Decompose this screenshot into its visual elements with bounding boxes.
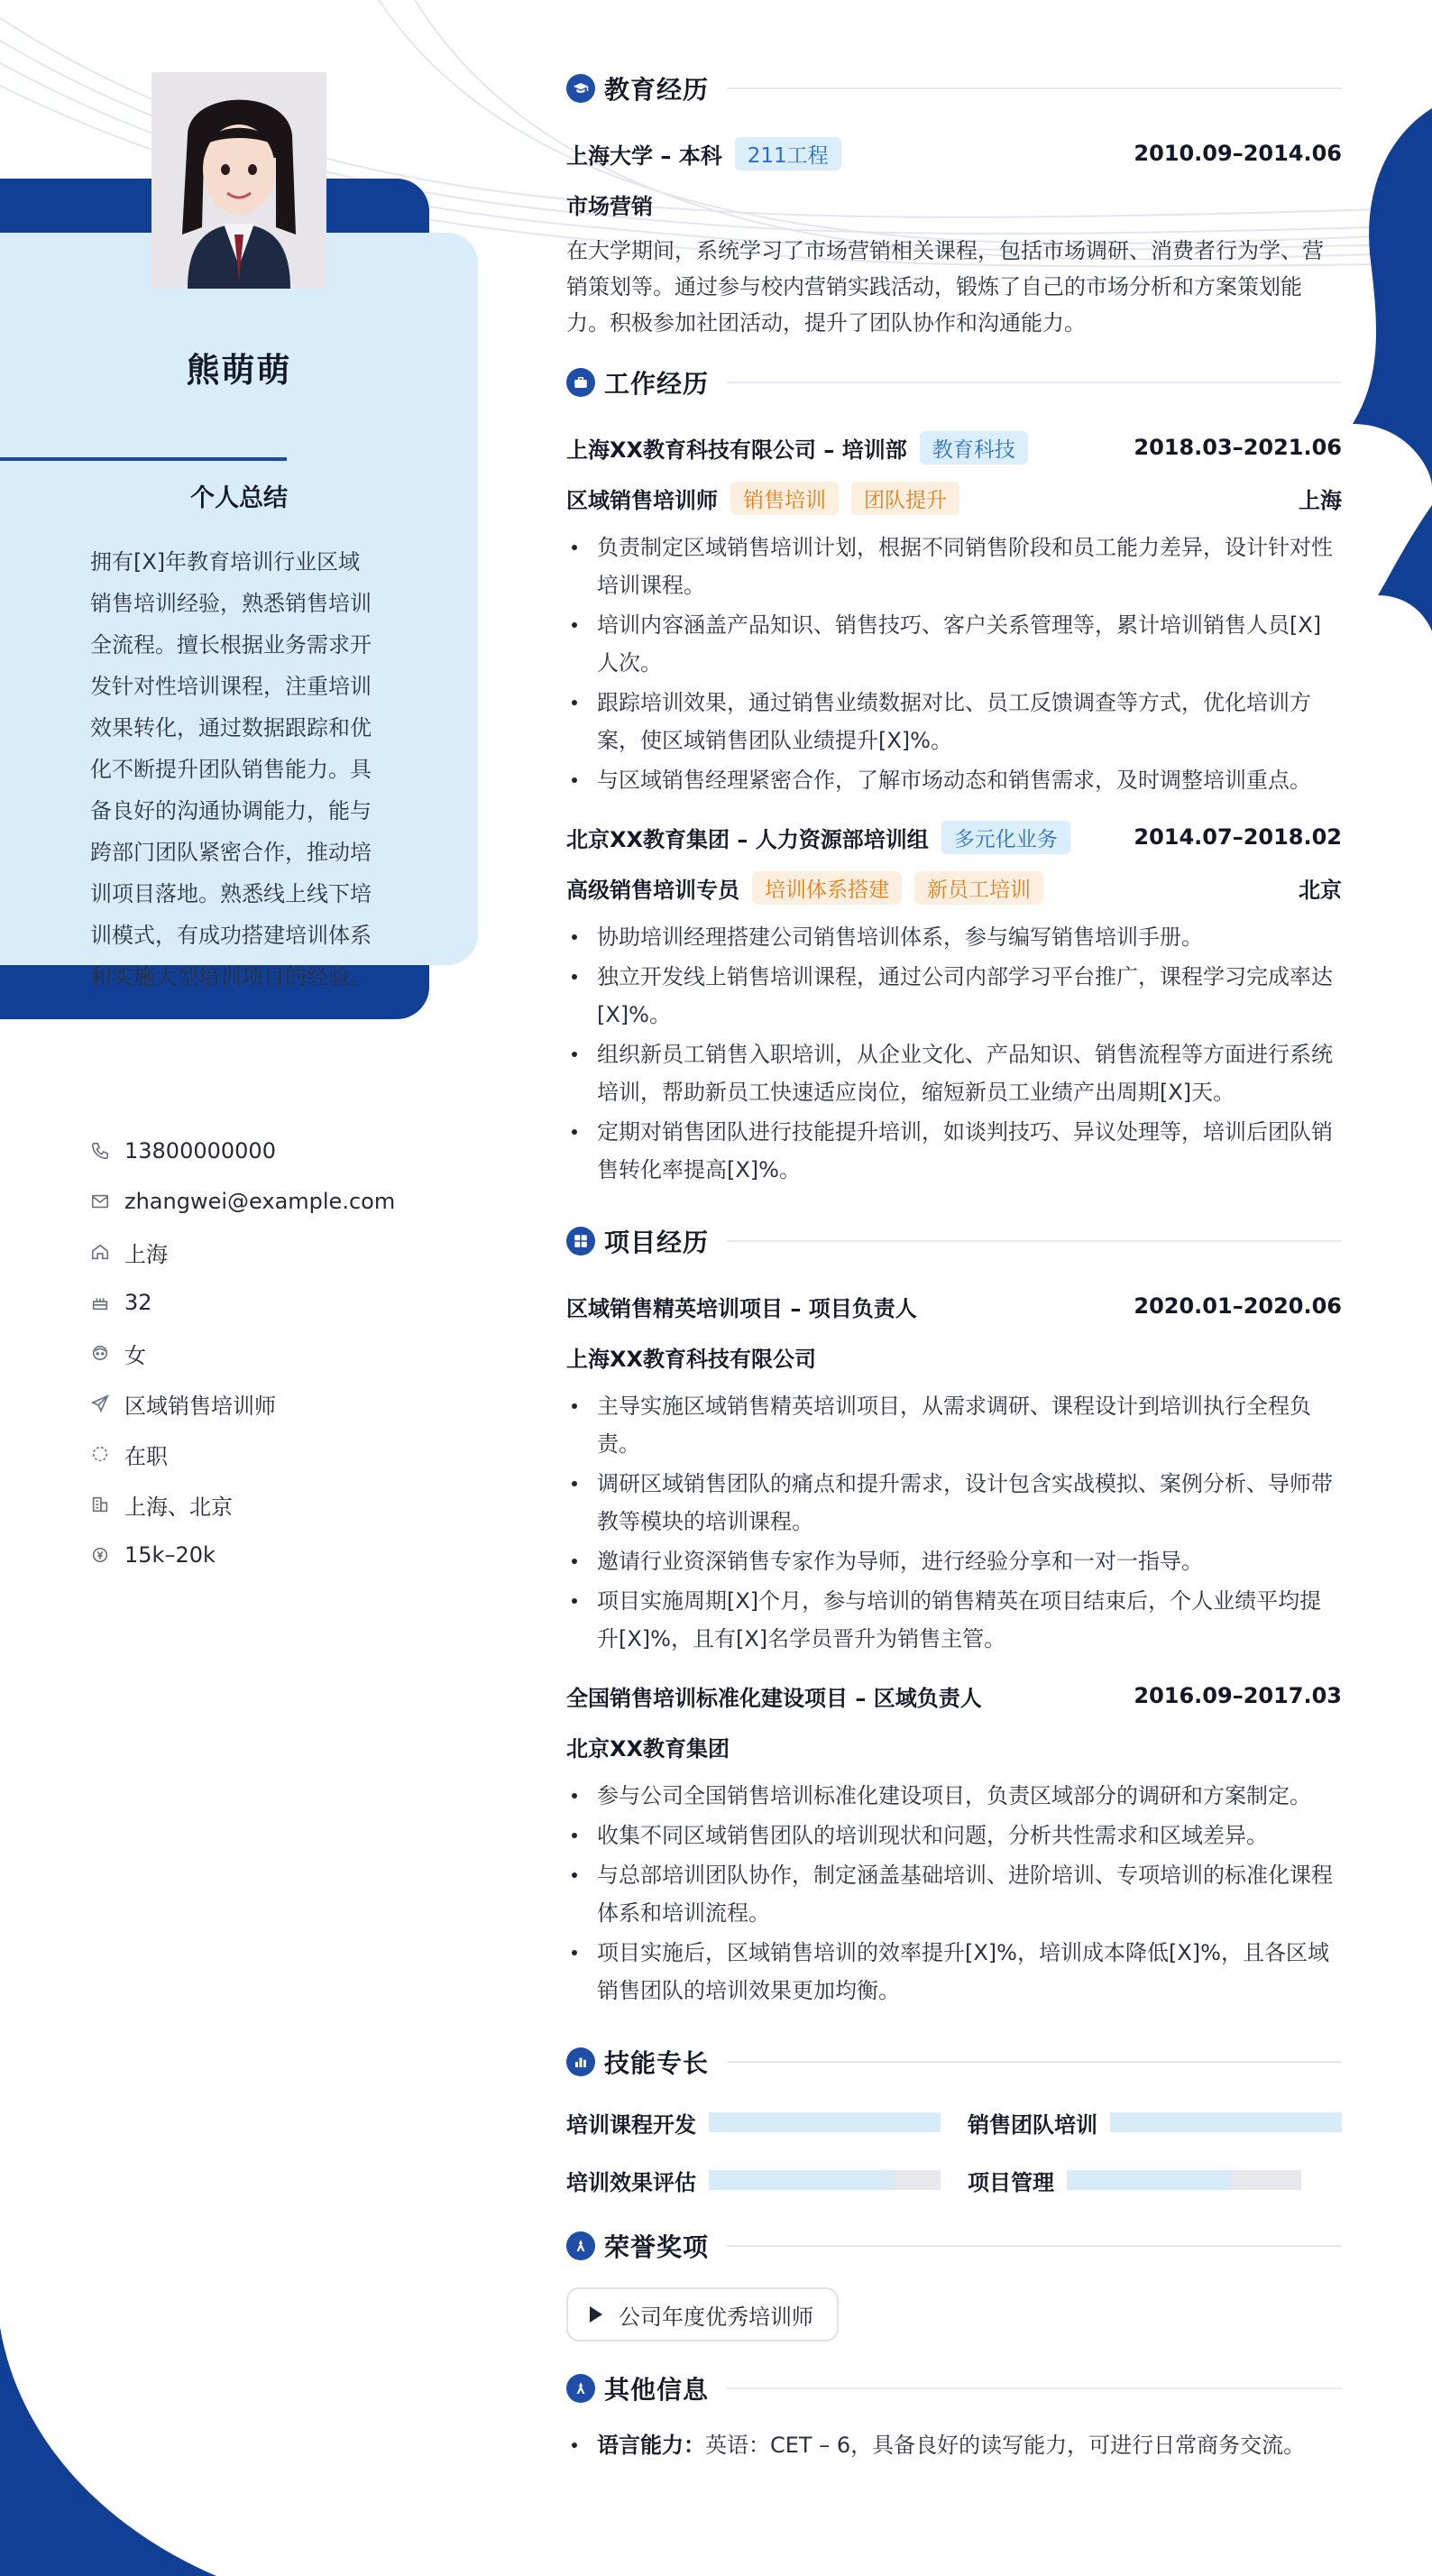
- work-company: 上海XX教育科技有限公司 – 培训部: [566, 437, 907, 463]
- contact-salary: [90, 1530, 469, 1580]
- skill-bar: [1067, 2170, 1301, 2190]
- contact-status: [90, 1429, 469, 1479]
- skills-title: 技能专长: [604, 2048, 710, 2078]
- skill-name: 销售团队培训: [968, 2111, 1097, 2138]
- project-date: 2016.09–2017.03: [1134, 1683, 1342, 1708]
- skills-section: [566, 2040, 1342, 2201]
- contact-location-value: 上海、北京: [124, 1494, 233, 1520]
- section-divider: [727, 87, 1342, 89]
- list-item: 组织新员工销售入职培训，从企业文化、产品知识、销售流程等方面进行系统培训，帮助新员工快速适应岗位，缩短新员工业绩产出周期[X]天。: [566, 1035, 1342, 1111]
- contact-phone: [90, 1126, 469, 1176]
- education-description: 在大学期间，系统学习了市场营销相关课程，包括市场调研、消费者行为学、营销策划等。通过参与校内营销实践活动，锻炼了自己的市场分析和方案策划能力。积极参加社团活动，提升了团队协作和沟通能力。: [566, 238, 1324, 336]
- other-label: 语言能力：: [597, 2433, 705, 2458]
- main-content: [566, 67, 1342, 2466]
- education-tag: 211工程: [735, 137, 841, 170]
- other-header: [566, 2367, 1342, 2410]
- work-header: [566, 361, 1342, 404]
- home-icon: [90, 1242, 110, 1262]
- briefcase-icon: [566, 368, 595, 397]
- project-org: 上海XX教育科技有限公司: [566, 1346, 817, 1372]
- work-role: 高级销售培训专员: [566, 877, 739, 903]
- list-item: 收集不同区域销售团队的培训现状和问题，分析共性需求和区域差异。: [566, 1817, 1342, 1854]
- work-industry-tag: 教育科技: [920, 431, 1028, 465]
- contact-gender: [90, 1328, 469, 1378]
- list-item: [566, 2426, 1342, 2464]
- contact-position-value: 区域销售培训师: [124, 1393, 276, 1419]
- project-org-row: [566, 1331, 1342, 1382]
- name-divider: [0, 457, 287, 461]
- education-major-row: [566, 179, 1342, 229]
- graduation-cap-icon: [566, 74, 595, 103]
- list-item: 主导实施区域销售精英培训项目，从需求调研、课程设计到培训执行全程负责。: [566, 1387, 1342, 1463]
- education-title: 教育经历: [604, 75, 710, 105]
- contact-location: [90, 1479, 469, 1530]
- project-bullets: [566, 1777, 1342, 2010]
- work-city: 北京: [1299, 877, 1342, 903]
- list-item: 定期对销售团队进行技能提升培训，如谈判技巧、异议处理等，培训后团队销售转化率提高[X]%。: [566, 1113, 1342, 1189]
- project-org: 北京XX教育集团: [566, 1735, 730, 1762]
- award-icon: [566, 2231, 595, 2260]
- profile-photo: [151, 72, 326, 289]
- work-industry-tag: 多元化业务: [941, 821, 1070, 854]
- work-date: 2014.07–2018.02: [1134, 824, 1342, 850]
- skill-bar: [1110, 2112, 1342, 2132]
- list-item: 参与公司全国销售培训标准化建设项目，负责区域部分的调研和方案制定。: [566, 1777, 1342, 1815]
- list-item: 与区域销售经理紧密合作，了解市场动态和销售需求，及时调整培训重点。: [566, 761, 1342, 799]
- education-major: 市场营销: [566, 193, 653, 219]
- skill-name: 培训课程开发: [566, 2111, 696, 2138]
- project-date: 2020.01–2020.06: [1134, 1293, 1342, 1319]
- other-text: 英语：CET – 6，具备良好的读写能力，可进行日常商务交流。: [705, 2433, 1306, 2458]
- work-role-row: [566, 862, 1342, 913]
- project-item-head: [566, 1670, 1342, 1721]
- contact-city-value: 上海: [124, 1241, 168, 1267]
- section-divider: [727, 1240, 1342, 1242]
- building-icon: [90, 1495, 110, 1514]
- skills-grid: [566, 2102, 1342, 2201]
- project-name: 全国销售培训标准化建设项目 – 区域负责人: [566, 1685, 982, 1711]
- project-bullets: [566, 1387, 1342, 1658]
- project-name: 区域销售精英培训项目 – 项目负责人: [566, 1295, 917, 1321]
- skill-bar-fill: [709, 2112, 941, 2132]
- play-icon: [590, 2306, 602, 2323]
- profile-name: 熊萌萌: [186, 351, 292, 390]
- contact-age: [90, 1277, 469, 1328]
- contact-salary-value: 15k–20k: [124, 1542, 216, 1568]
- list-item: 跟踪培训效果，通过销售业绩数据对比、员工反馈调查等方式，优化培训方案，使区域销售团队业绩提升[X]%。: [566, 684, 1342, 759]
- contact-list: [90, 1126, 469, 1580]
- work-date: 2018.03–2021.06: [1134, 435, 1342, 460]
- skill-item: [968, 2102, 1342, 2143]
- other-title: 其他信息: [604, 2375, 710, 2405]
- project-item: [566, 1670, 1342, 2010]
- skill-bar-fill: [709, 2170, 895, 2190]
- projects-header: [566, 1219, 1342, 1263]
- contact-gender-value: 女: [124, 1342, 146, 1368]
- skill-bar: [709, 2112, 941, 2132]
- work-company: 北京XX教育集团 – 人力资源部培训组: [566, 826, 929, 852]
- work-role-tag: 团队提升: [851, 482, 959, 515]
- project-org-row: [566, 1721, 1342, 1771]
- honors-header: [566, 2224, 1342, 2268]
- summary-title: 个人总结: [190, 484, 288, 512]
- info-icon: [566, 2374, 595, 2403]
- list-item: 负责制定区域销售培训计划，根据不同销售阶段和员工能力差异，设计针对性培训课程。: [566, 529, 1342, 604]
- work-role-tag: 销售培训: [730, 482, 839, 515]
- education-school: 上海大学 – 本科: [566, 143, 722, 169]
- portrait-image: [151, 72, 326, 289]
- summary-text: 拥有[X]年教育培训行业区域销售培训经验，熟悉销售培训全流程。擅长根据业务需求开发针对性培训课程，注重培训效果转化，通过数据跟踪和优化不断提升团队销售能力。具备良好的沟通协调能力，能与跨部门团队紧密合作，推动培训项目落地。熟悉线上线下培训模式，有成功搭建培训体系和实施大型培训项目的经验。: [90, 549, 372, 989]
- skill-item: [968, 2159, 1342, 2201]
- honors-title: 荣誉奖项: [604, 2232, 710, 2262]
- work-section: [566, 361, 1342, 1189]
- education-header: [566, 67, 1342, 110]
- list-item: 与总部培训团队协作，制定涵盖基础培训、进阶培训、专项培训的标准化课程体系和培训流程。: [566, 1856, 1342, 1932]
- honors-section: [566, 2224, 1342, 2341]
- work-role-tag: 新员工培训: [914, 871, 1043, 905]
- contact-position: [90, 1378, 469, 1429]
- contact-status-value: 在职: [124, 1443, 168, 1469]
- project-item-head: [566, 1281, 1342, 1331]
- skills-header: [566, 2040, 1342, 2084]
- phone-icon: [90, 1141, 110, 1161]
- contact-email: [90, 1176, 469, 1227]
- grid-icon: [566, 1227, 595, 1256]
- section-divider: [727, 382, 1342, 383]
- list-item: 邀请行业资深销售专家作为导师，进行经验分享和一对一指导。: [566, 1542, 1342, 1580]
- work-item: [566, 812, 1342, 1189]
- list-item: 项目实施后，区域销售培训的效率提升[X]%，培训成本降低[X]%，且各区域销售团队的培训效果更加均衡。: [566, 1934, 1342, 2010]
- contact-phone-value: 13800000000: [124, 1138, 276, 1164]
- work-bullets: [566, 918, 1342, 1189]
- work-bullets: [566, 529, 1342, 799]
- other-section: [566, 2367, 1342, 2464]
- skill-bar-fill: [1067, 2170, 1231, 2190]
- list-item: 独立开发线上销售培训课程，通过公司内部学习平台推广，课程学习完成率达[X]%。: [566, 958, 1342, 1034]
- cake-icon: [90, 1293, 110, 1312]
- work-role: 区域销售培训师: [566, 487, 718, 513]
- gender-icon: [90, 1343, 110, 1363]
- work-city: 上海: [1299, 487, 1342, 513]
- project-item: [566, 1281, 1342, 1658]
- send-icon: [90, 1394, 110, 1413]
- list-item: 培训内容涵盖产品知识、销售技巧、客户关系管理等，累计培训销售人员[X]人次。: [566, 606, 1342, 682]
- work-item-head: [566, 812, 1342, 862]
- skill-name: 培训效果评估: [566, 2169, 696, 2195]
- other-list: [566, 2426, 1342, 2464]
- projects-title: 项目经历: [604, 1228, 710, 1257]
- contact-city: [90, 1227, 469, 1277]
- contact-email-value: zhangwei@example.com: [124, 1189, 396, 1214]
- work-role-row: [566, 473, 1342, 523]
- section-divider: [727, 2245, 1342, 2247]
- list-item: 调研区域销售团队的痛点和提升需求，设计包含实战模拟、案例分析、导师带教等模块的培训课程。: [566, 1465, 1342, 1541]
- section-divider: [727, 2387, 1342, 2389]
- work-item: [566, 422, 1342, 799]
- section-divider: [727, 2061, 1342, 2063]
- list-item: 协助培训经理搭建公司销售培训体系，参与编写销售培训手册。: [566, 918, 1342, 956]
- work-role-tag: 培训体系搭建: [752, 871, 902, 905]
- mail-icon: [90, 1191, 110, 1211]
- education-section: [566, 67, 1342, 341]
- skill-item: [566, 2102, 941, 2143]
- education-date: 2010.09–2014.06: [1134, 141, 1342, 166]
- status-icon: [90, 1444, 110, 1464]
- projects-section: [566, 1219, 1342, 2010]
- skill-bar: [709, 2170, 941, 2190]
- list-item: 项目实施周期[X]个月，参与培训的销售精英在项目结束后，个人业绩平均提升[X]%，且有[X]名学员晋升为销售主管。: [566, 1582, 1342, 1658]
- work-title: 工作经历: [604, 369, 710, 399]
- skill-name: 项目管理: [968, 2169, 1054, 2195]
- skill-bar-fill: [1110, 2112, 1342, 2132]
- work-item-head: [566, 422, 1342, 473]
- award-text: 公司年度优秀培训师: [619, 2304, 813, 2330]
- education-item-head: [566, 128, 1342, 179]
- award-item: [566, 2287, 839, 2341]
- salary-icon: [90, 1545, 110, 1565]
- bar-chart-icon: [566, 2047, 595, 2076]
- skill-item: [566, 2159, 941, 2201]
- contact-age-value: 32: [124, 1290, 152, 1315]
